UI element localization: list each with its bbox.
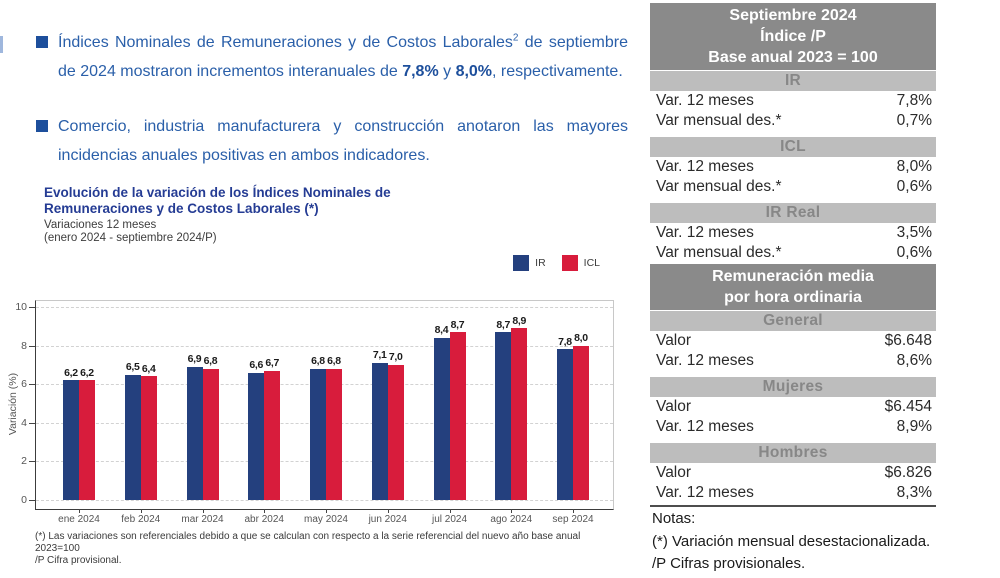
row-label: Valor: [656, 464, 692, 481]
x-axis-tick-label: mar 2024: [181, 514, 224, 525]
row-label: Var. 12 meses: [656, 92, 754, 109]
table-section-header-ir-real: IR Real: [650, 203, 936, 223]
x-axis-tick: [264, 509, 265, 513]
chart-footnote: [35, 531, 620, 567]
table-row: [650, 397, 936, 417]
bar-value-label: 6,8: [327, 355, 341, 368]
table-section-header-mujeres: Mujeres: [650, 377, 936, 397]
bar-ir-ene-2024: [63, 380, 79, 500]
bullet1-text-part: y: [438, 62, 456, 80]
y-axis-label: Variación (%): [7, 372, 19, 436]
chart-title: Evolución de la variación de los Índices Nominales de Remuneraciones y de Costos Laborales (*): [44, 185, 391, 216]
row-label: Var mensual des.*: [656, 244, 782, 261]
row-value: 8,0%: [896, 158, 932, 175]
y-axis-tick-label: 8: [21, 339, 27, 352]
x-axis-tick: [511, 509, 512, 513]
x-axis-tick: [203, 509, 204, 513]
row-value: $6.826: [884, 464, 932, 481]
chart-legend: [0, 255, 600, 271]
legend-label: ICL: [583, 257, 600, 269]
section-gap: [650, 371, 936, 376]
table-row: [650, 223, 936, 243]
table-section-header-ir: IR: [650, 71, 936, 91]
table-group-header: [650, 264, 936, 310]
x-axis-tick: [141, 509, 142, 513]
row-value: 0,6%: [896, 178, 932, 195]
x-axis-tick: [573, 509, 574, 513]
bullet1-text-part: , respectivamente.: [492, 62, 623, 80]
bar-ir-jun-2024: [372, 363, 388, 500]
row-value: 8,6%: [896, 352, 932, 369]
table-section-header-icl: ICL: [650, 137, 936, 157]
notes-title: Notas:: [652, 510, 696, 527]
bar-value-label: 8,0: [574, 332, 588, 345]
bar-icl-jul-2024: [450, 332, 466, 500]
bar-value-label: 8,7: [450, 318, 465, 331]
bar-ir-ago-2024: [495, 332, 511, 500]
bar-value-label: 8,7: [496, 318, 511, 331]
row-label: Valor: [656, 398, 692, 415]
table-row: [650, 417, 936, 437]
bar-value-label: 6,7: [265, 357, 280, 370]
y-axis-tick: [29, 500, 35, 501]
x-axis-tick-label: jun 2024: [368, 514, 407, 525]
table-notes: [652, 508, 942, 576]
table-row: [650, 331, 936, 351]
table-row: [650, 111, 936, 131]
y-axis-tick-label: 4: [21, 416, 27, 429]
bullet-text: [58, 29, 628, 86]
icl-variation-value: 8,0%: [455, 62, 493, 80]
bar-value-label: 6,8: [311, 355, 325, 368]
legend-item-ir: [513, 255, 546, 271]
chart-subtitle-line2: (enero 2024 - septiembre 2024/P): [44, 232, 217, 244]
row-value: 0,7%: [896, 112, 932, 129]
bar-icl-ago-2024: [511, 328, 527, 500]
bullet-text: Comercio, industria manufacturera y construcción anotaron las mayores incidencias anuales positivas en ambos indicadores.: [58, 118, 628, 164]
row-label: Var mensual des.*: [656, 112, 782, 129]
bar-icl-jun-2024: [388, 365, 404, 500]
row-value: 0,6%: [896, 244, 932, 261]
y-axis-tick-label: 0: [21, 494, 27, 506]
bullet-square-icon: [36, 120, 48, 132]
bar-value-label: 6,6: [249, 359, 264, 372]
gridline: [36, 500, 613, 501]
bullet-item-sectors: [36, 113, 628, 170]
table-group-header-line: por hora ordinaria: [724, 289, 862, 306]
chart-subtitle: [44, 219, 217, 245]
row-value: $6.454: [884, 398, 932, 415]
row-label: Var. 12 meses: [656, 418, 754, 435]
chart-footnote-line1: (*) Las variaciones son referenciales debido a que se calculan con respecto a la serie referencial del nuevo año base anual 2023=100: [35, 531, 581, 554]
left-edge-accent: [0, 36, 3, 53]
bar-value-label: 8,9: [512, 314, 527, 327]
section-gap: [650, 437, 936, 442]
y-axis-tick: [29, 384, 35, 385]
bar-icl-feb-2024: [141, 376, 157, 500]
bar-ir-may-2024: [310, 369, 326, 500]
x-axis-tick-label: abr 2024: [244, 514, 284, 525]
row-label: Var. 12 meses: [656, 224, 754, 241]
table-header-line: Base anual 2023 = 100: [708, 49, 878, 66]
bar-ir-abr-2024: [248, 373, 264, 500]
table-group-header-line: Remuneración media: [712, 268, 874, 285]
ir-variation-value: 7,8%: [402, 62, 439, 80]
legend-label: IR: [535, 257, 546, 269]
bar-icl-sep-2024: [573, 346, 589, 500]
x-axis-tick: [388, 509, 389, 513]
bar-ir-sep-2024: [557, 349, 573, 500]
row-label: Var. 12 meses: [656, 158, 754, 175]
bar-value-label: 6,8: [203, 355, 218, 368]
table-section-header-hombres: Hombres: [650, 443, 936, 463]
legend-swatch-ir: [513, 255, 529, 271]
y-axis-tick: [29, 346, 35, 347]
bar-value-label: 6,2: [80, 366, 94, 379]
bar-value-label: 6,4: [141, 362, 156, 375]
bar-value-label: 6,9: [187, 353, 202, 366]
bar-chart: [15, 300, 614, 525]
bar-ir-feb-2024: [125, 375, 141, 500]
x-axis-tick-label: may 2024: [304, 514, 348, 525]
notes-line-desest: (*) Variación mensual desestacionalizada.: [652, 532, 931, 550]
section-gap: [650, 197, 936, 202]
row-label: Valor: [656, 332, 692, 349]
table-header-line: Índice /P: [760, 28, 826, 45]
bullet1-text-part: Índices Nominales de Remuneraciones y de Costos Laborales: [58, 34, 513, 51]
bar-value-label: 6,5: [125, 361, 140, 374]
legend-item-icl: [562, 255, 600, 271]
y-axis-tick-label: 10: [15, 301, 27, 313]
bar-icl-abr-2024: [264, 371, 280, 500]
row-value: 7,8%: [896, 92, 932, 109]
table-main-header: [650, 3, 936, 70]
chart-footnote-line2: /P Cifra provisional.: [35, 555, 122, 566]
bullet-item-indices: [36, 29, 628, 86]
bullet1-text-part: de septiembre de 2024 mostraron incrementos interanuales de: [58, 34, 629, 80]
bar-ir-mar-2024: [187, 367, 203, 500]
bar-icl-may-2024: [326, 369, 342, 500]
x-axis-tick-label: ago 2024: [490, 514, 533, 525]
row-value: 8,9%: [896, 418, 932, 435]
y-axis-tick: [29, 307, 35, 308]
row-value: $6.648: [884, 332, 932, 349]
bar-value-label: 8,4: [434, 324, 449, 337]
bar-value-label: 7,1: [372, 349, 387, 362]
y-axis-tick: [29, 461, 35, 462]
row-label: Var. 12 meses: [656, 352, 754, 369]
table-row: [650, 157, 936, 177]
y-axis-tick-label: 6: [21, 378, 27, 391]
x-axis-tick-label: feb 2024: [121, 514, 161, 525]
bar-icl-ene-2024: [79, 380, 95, 500]
bar-ir-jul-2024: [434, 338, 450, 500]
row-value: 3,5%: [896, 224, 932, 241]
row-value: 8,3%: [896, 484, 932, 501]
bar-value-label: 6,2: [64, 366, 78, 379]
legend-swatch-icl: [562, 255, 578, 271]
row-label: Var mensual des.*: [656, 178, 782, 195]
bar-value-label: 7,0: [388, 351, 403, 364]
row-label: Var. 12 meses: [656, 484, 754, 501]
table-row: [650, 243, 936, 263]
x-axis-tick-label: jul 2024: [431, 514, 468, 525]
bar-icl-mar-2024: [203, 369, 219, 500]
bar-value-label: 7,8: [558, 335, 572, 348]
notes-line-provisional: /P Cifras provisionales.: [652, 555, 806, 572]
table-row: [650, 91, 936, 111]
x-axis-tick-label: sep 2024: [552, 514, 594, 525]
table-row: [650, 351, 936, 371]
chart-subtitle-line1: Variaciones 12 meses: [44, 219, 157, 231]
y-axis-tick: [29, 423, 35, 424]
x-axis-tick: [79, 509, 80, 513]
x-axis-tick: [450, 509, 451, 513]
footnote-superscript: 2: [512, 32, 519, 44]
bullet-square-icon: [36, 36, 48, 48]
table-header-line: Septiembre 2024: [729, 7, 857, 24]
gridline: [36, 307, 613, 308]
y-axis-tick-label: 2: [21, 455, 27, 468]
table-row: [650, 177, 936, 197]
table-row: [650, 483, 936, 503]
indicators-table: [650, 3, 936, 507]
x-axis-tick: [326, 509, 327, 513]
table-row: [650, 463, 936, 483]
x-axis-tick-label: ene 2024: [58, 514, 100, 525]
section-gap: [650, 131, 936, 136]
table-section-header-general: General: [650, 311, 936, 331]
table-bottom-border: [650, 505, 936, 507]
